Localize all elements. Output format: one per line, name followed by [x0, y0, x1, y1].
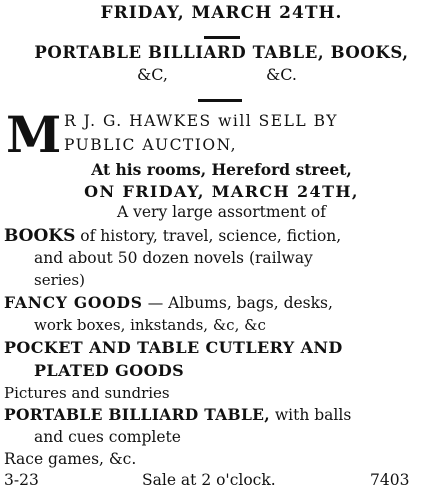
date-code: 3-23 [4, 471, 39, 489]
billiard-table-entry [4, 407, 351, 424]
books-text-line-2: and about 50 dozen novels (railway [34, 249, 313, 267]
cutlery-entry-line-2: PLATED GOODS [34, 361, 185, 380]
books-lead: BOOKS [4, 226, 76, 246]
rooms-line: At his rooms, Hereford street, [91, 160, 352, 179]
sale-time: Sale at 2 o'clock. [142, 471, 276, 489]
fancy-goods-lead: FANCY GOODS [4, 293, 143, 312]
books-entry [4, 228, 341, 245]
headline-etc-1: &C, [137, 65, 168, 84]
assortment-line: A very large assortment of [117, 203, 326, 221]
headline-etc-2: &C. [266, 65, 297, 84]
drop-cap: M [6, 105, 62, 164]
books-text-line-3: series) [34, 271, 85, 289]
billiard-table-lead: PORTABLE BILLIARD TABLE, [4, 405, 270, 424]
divider-rule [198, 99, 242, 102]
divider-rule [204, 36, 240, 39]
books-text: of history, travel, science, fiction, [75, 227, 342, 245]
billiard-table-text-line-2: and cues complete [34, 428, 181, 446]
fancy-goods-text: — Albums, bags, desks, [142, 294, 333, 312]
cutlery-entry: POCKET AND TABLE CUTLERY AND [4, 338, 343, 357]
intro-line-2: PUBLIC AUCTION, [64, 136, 238, 154]
billiard-table-text: with balls [269, 406, 352, 424]
dateline: FRIDAY, MARCH 24TH. [100, 3, 343, 23]
pictures-entry: Pictures and sundries [4, 384, 170, 402]
headline: PORTABLE BILLIARD TABLE, BOOKS, [34, 43, 409, 62]
race-games-entry: Race games, &c. [4, 450, 137, 468]
fancy-goods-text-line-2: work boxes, inkstands, &c, &c [34, 316, 266, 334]
fancy-goods-entry [4, 295, 333, 312]
ad-number: 7403 [370, 471, 410, 489]
sale-day-line: ON FRIDAY, MARCH 24TH, [84, 182, 359, 201]
intro-line-1: R J. G. HAWKES will SELL BY [64, 112, 338, 130]
